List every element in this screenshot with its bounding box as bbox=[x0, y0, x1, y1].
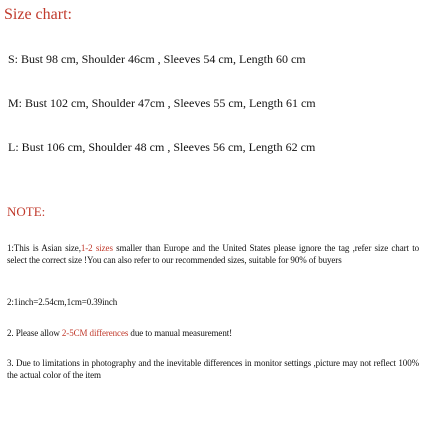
note-photography-color: 3. Due to limitations in photography and the inevitable differences in monitor settings ,picture may not reflect 100% the actual color of the item bbox=[7, 358, 419, 380]
note-asian-size-highlight: 1-2 sizes bbox=[80, 243, 113, 253]
note-unit-conversion: 2:1inch=2.54cm,1cm=0.39inch bbox=[7, 297, 118, 307]
note-measurement-text-a: 2. Please allow bbox=[7, 328, 62, 338]
size-s-row: S: Bust 98 cm, Shoulder 46cm , Sleeves 54 cm, Length 60 cm bbox=[8, 52, 306, 66]
note-asian-size-text-a: 1:This is Asian size, bbox=[7, 243, 81, 253]
note-measurement-highlight: 2-5CM differences bbox=[61, 328, 129, 338]
note-measurement-text-b: due to manual measurement! bbox=[128, 328, 233, 338]
size-m-row: M: Bust 102 cm, Shoulder 47cm , Sleeves 55 cm, Length 61 cm bbox=[8, 96, 316, 110]
note-title: NOTE: bbox=[7, 204, 46, 219]
note-asian-size bbox=[7, 242, 419, 266]
size-l-row: L: Bust 106 cm, Shoulder 48 cm , Sleeves 56 cm, Length 62 cm bbox=[8, 140, 316, 154]
note-asian-size-text-b: smaller than Europe and the United States please ignore the tag ,refer size chart to select the correct size !You can also refer to our recommended sizes, suitable for 90% of buyers bbox=[7, 243, 420, 265]
note-measurement-difference bbox=[7, 327, 419, 339]
size-chart-title: Size chart: bbox=[4, 6, 72, 23]
